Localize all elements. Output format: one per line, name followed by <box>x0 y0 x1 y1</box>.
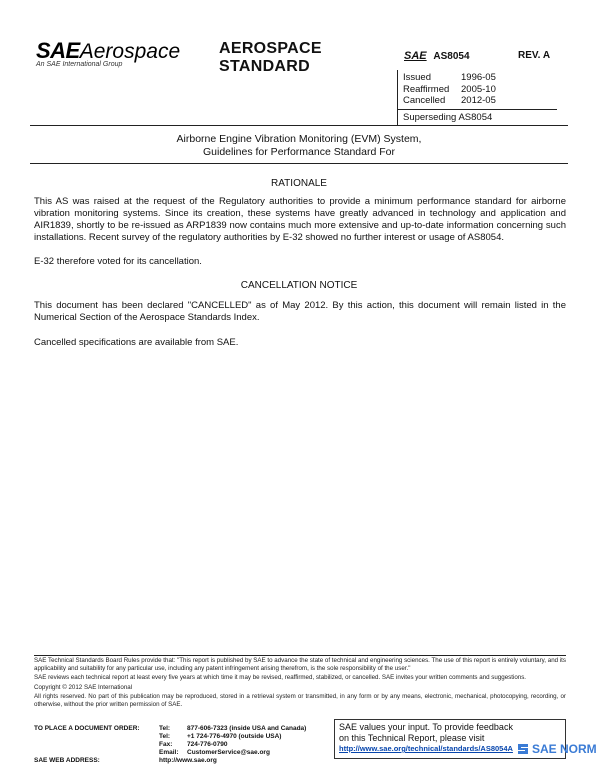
title-line-2: STANDARD <box>219 58 310 75</box>
document-subject <box>30 133 568 159</box>
meta-row: Issued 1996-05 <box>403 72 496 83</box>
footer-top-rule <box>34 655 566 656</box>
logo-aerospace-text: Aerospace <box>79 40 181 63</box>
rationale-heading: RATIONALE <box>271 178 327 189</box>
web-address-label: SAE WEB ADDRESS: <box>34 757 100 764</box>
revision-label: REV. A <box>518 50 551 61</box>
superseding-label: Superseding AS8054 <box>403 112 493 123</box>
feedback-link[interactable]: http://www.sae.org/technical/standards/AS8054A <box>339 744 513 753</box>
logo-sae-text: SAE <box>36 38 80 63</box>
subject-line-1: Airborne Engine Vibration Monitoring (EVM) System, <box>176 133 422 145</box>
email-link[interactable]: CustomerService@sae.org <box>187 749 270 756</box>
logo-subtitle: An SAE International Group <box>36 61 123 68</box>
sae-norm-icon <box>516 742 530 756</box>
header-divider-vertical <box>397 70 398 125</box>
cancellation-heading: CANCELLATION NOTICE <box>240 280 358 291</box>
watermark-text: SAE NORM <box>532 742 597 756</box>
copyright-text: Copyright © 2012 SAE International <box>34 683 133 691</box>
meta-divider <box>397 109 557 110</box>
contact-row: Tel: +1 724-776-4970 (outside USA) <box>159 733 282 740</box>
order-label: TO PLACE A DOCUMENT ORDER: <box>34 725 140 732</box>
document-meta <box>403 72 496 107</box>
contact-row: Email: CustomerService@sae.org <box>159 749 270 756</box>
cancellation-availability: Cancelled specifications are available from SAE. <box>34 337 239 348</box>
rationale-paragraph: This AS was raised at the request of the Regulatory authorities to provide a minimum performance standard for airborne vibration monitoring systems. Since its creation, these systems have greatly advanced in technology and application and AIR1839, shortly to be re-issued as ARP1839 now contains much more extensive and up-to-date information concerning such installations. Recent survey of the regulatory authorities by E-32 showed no further interest or usage of AS8054. <box>34 196 566 243</box>
feedback-text-1: SAE values your input. To provide feedback <box>339 722 513 732</box>
meta-row: Cancelled 2012-05 <box>403 95 496 106</box>
sae-aerospace-logo <box>36 38 196 68</box>
doc-number: AS8054 <box>433 51 470 62</box>
rationale-conclusion: E-32 therefore voted for its cancellation. <box>34 256 202 267</box>
sae-norm-watermark <box>516 742 597 756</box>
contact-list <box>159 725 306 757</box>
tsb-rules-text: SAE Technical Standards Board Rules provide that: "This report is published by SAE to advance the state of technical and engineering sciences. The use of this report is entirely voluntary, and its applicability and suitability for any particular use, including any patent infringement arising therefrom, is the sole responsibility of the user." <box>34 657 566 672</box>
rights-text: All rights reserved. No part of this publication may be reproduced, stored in a retrieval system or transmitted, in any form or by any means, electronic, mechanical, photocopying, recording, or otherwise, without the prior written permission of SAE. <box>34 693 566 708</box>
contact-row: Tel: 877-606-7323 (inside USA and Canada) <box>159 725 307 732</box>
meta-row: Reaffirmed 2005-10 <box>403 83 496 95</box>
header-bottom-rule <box>30 125 568 126</box>
subject-bottom-rule <box>30 163 568 164</box>
web-address-value[interactable]: http://www.sae.org <box>159 757 217 764</box>
title-line-1: AEROSPACE <box>219 40 322 57</box>
sae-mark: SAE <box>404 50 427 62</box>
contact-row: Fax: 724-776-0790 <box>159 741 228 748</box>
cancellation-paragraph: This document has been declared "CANCELLED" as of May 2012. By this action, this document will remain listed in the Numerical Section of the Aerospace Standards Index. <box>34 300 566 323</box>
standard-title <box>219 40 322 76</box>
footer-notices <box>34 657 566 709</box>
document-id <box>404 50 470 62</box>
feedback-text-2: on this Technical Report, please visit <box>339 732 485 743</box>
review-text: SAE reviews each technical report at least every five years at which time it may be revised, reaffirmed, stabilized, or cancelled. SAE invites your written comments and suggestions. <box>34 674 527 682</box>
subject-line-2: Guidelines for Performance Standard For <box>202 146 395 158</box>
